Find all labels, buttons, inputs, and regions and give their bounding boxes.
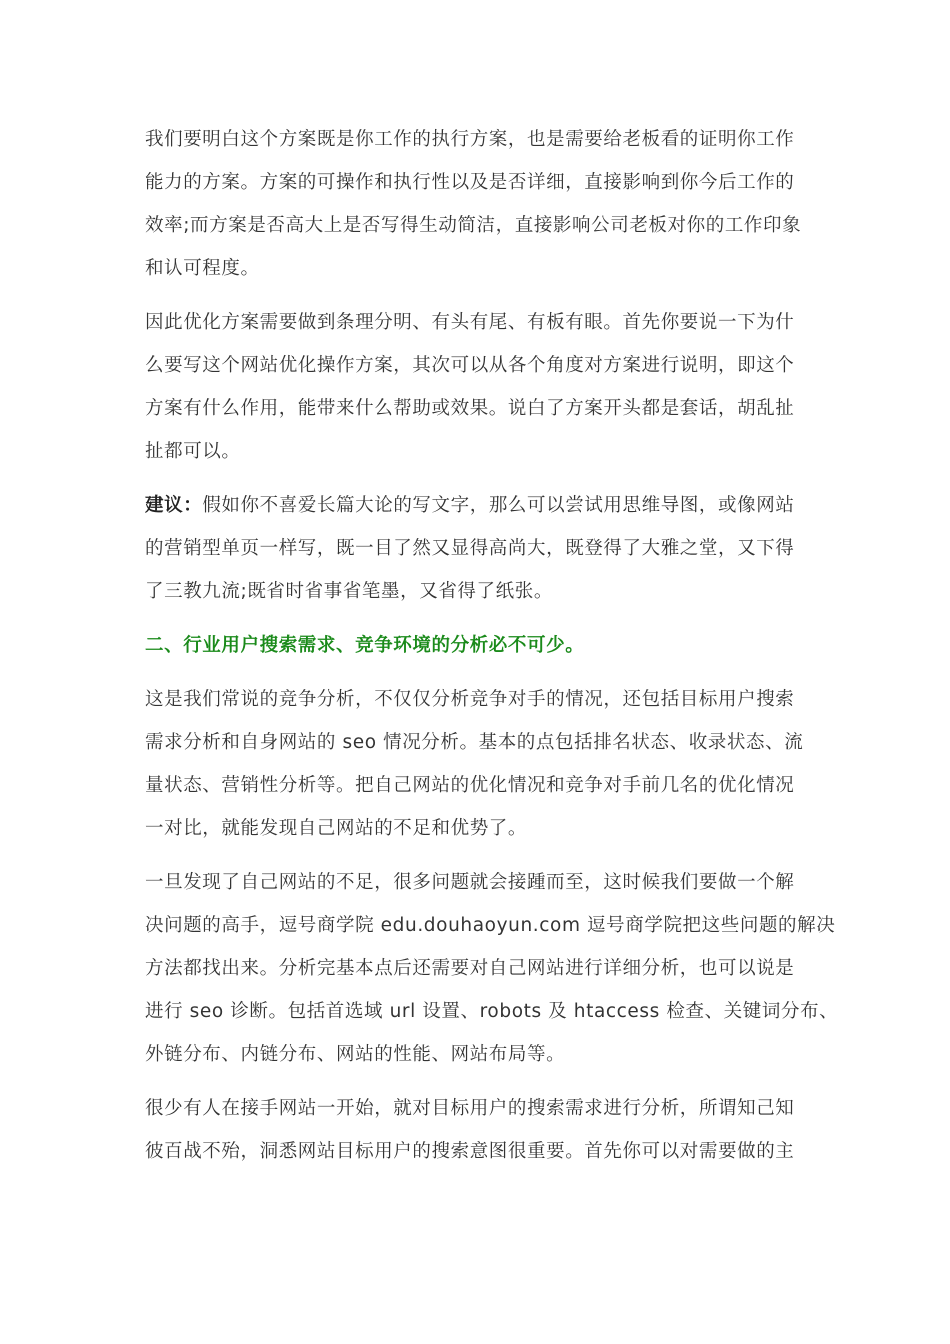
text-line: 能力的方案。方案的可操作和执行性以及是否详细，直接影响到你今后工作的	[145, 172, 795, 193]
text-line: 很少有人在接手网站一开始，就对目标用户的搜索需求进行分析，所谓知己知	[145, 1098, 795, 1119]
text-line: 需求分析和自身网站的 seo 情况分析。基本的点包括排名状态、收录状态、流	[145, 732, 804, 753]
text-line: 了三教九流;既省时省事省笔墨，又省得了纸张。	[145, 581, 553, 602]
text-line: 量状态、营销性分析等。把自己网站的优化情况和竞争对手前几名的优化情况	[145, 775, 795, 796]
text-line	[145, 484, 807, 527]
paragraph-plan-purpose	[145, 118, 807, 290]
text-line: 效率;而方案是否高大上是否写得生动简洁，直接影响公司老板对你的工作印象	[145, 215, 802, 236]
section-heading	[145, 624, 807, 667]
paragraph-plan-structure	[145, 301, 807, 473]
text-line: 因此优化方案需要做到条理分明、有头有尾、有板有眼。首先你要说一下为什	[145, 312, 795, 333]
paragraph-seo-diagnosis	[145, 861, 839, 1076]
paragraph-competition-analysis	[145, 678, 807, 850]
text-line: 外链分布、内链分布、网站的性能、网站布局等。	[145, 1044, 566, 1065]
section-heading-text: 二、行业用户搜索需求、竞争环境的分析必不可少。	[145, 635, 585, 656]
text-line: 这是我们常说的竞争分析，不仅仅分析竞争对手的情况，还包括目标用户搜索	[145, 689, 795, 710]
text-line: 彼百战不殆，洞悉网站目标用户的搜索意图很重要。首先你可以对需要做的主	[145, 1141, 795, 1162]
text-line: 和认可程度。	[145, 258, 260, 279]
document-page	[145, 118, 839, 1184]
text-line: 方案有什么作用，能带来什么帮助或效果。说白了方案开头都是套话，胡乱扯	[145, 398, 795, 419]
text-line: 的营销型单页一样写，既一目了然又显得高尚大，既登得了大雅之堂，又下得	[145, 538, 795, 559]
text-line: 我们要明白这个方案既是你工作的执行方案，也是需要给老板看的证明你工作	[145, 129, 795, 150]
text-line: 么要写这个网站优化操作方案，其次可以从各个角度对方案进行说明，即这个	[145, 355, 795, 376]
paragraph-suggestion	[145, 484, 807, 613]
text-line: 扯都可以。	[145, 441, 241, 462]
suggestion-text: 假如你不喜爱长篇大论的写文字，那么可以尝试用思维导图，或像网站	[202, 495, 795, 516]
text-line: 决问题的高手，逗号商学院 edu.douhaoyun.com 逗号商学院把这些问题的解决	[145, 915, 836, 936]
paragraph-user-search-intent	[145, 1087, 807, 1173]
text-line: 方法都找出来。分析完基本点后还需要对自己网站进行详细分析，也可以说是	[145, 958, 795, 979]
text-line: 一对比，就能发现自己网站的不足和优势了。	[145, 818, 528, 839]
text-line: 进行 seo 诊断。包括首选域 url 设置、robots 及 htaccess 检查、关键词分布、	[145, 1001, 839, 1022]
suggestion-label: 建议：	[145, 495, 203, 516]
text-line: 一旦发现了自己网站的不足，很多问题就会接踵而至，这时候我们要做一个解	[145, 872, 795, 893]
